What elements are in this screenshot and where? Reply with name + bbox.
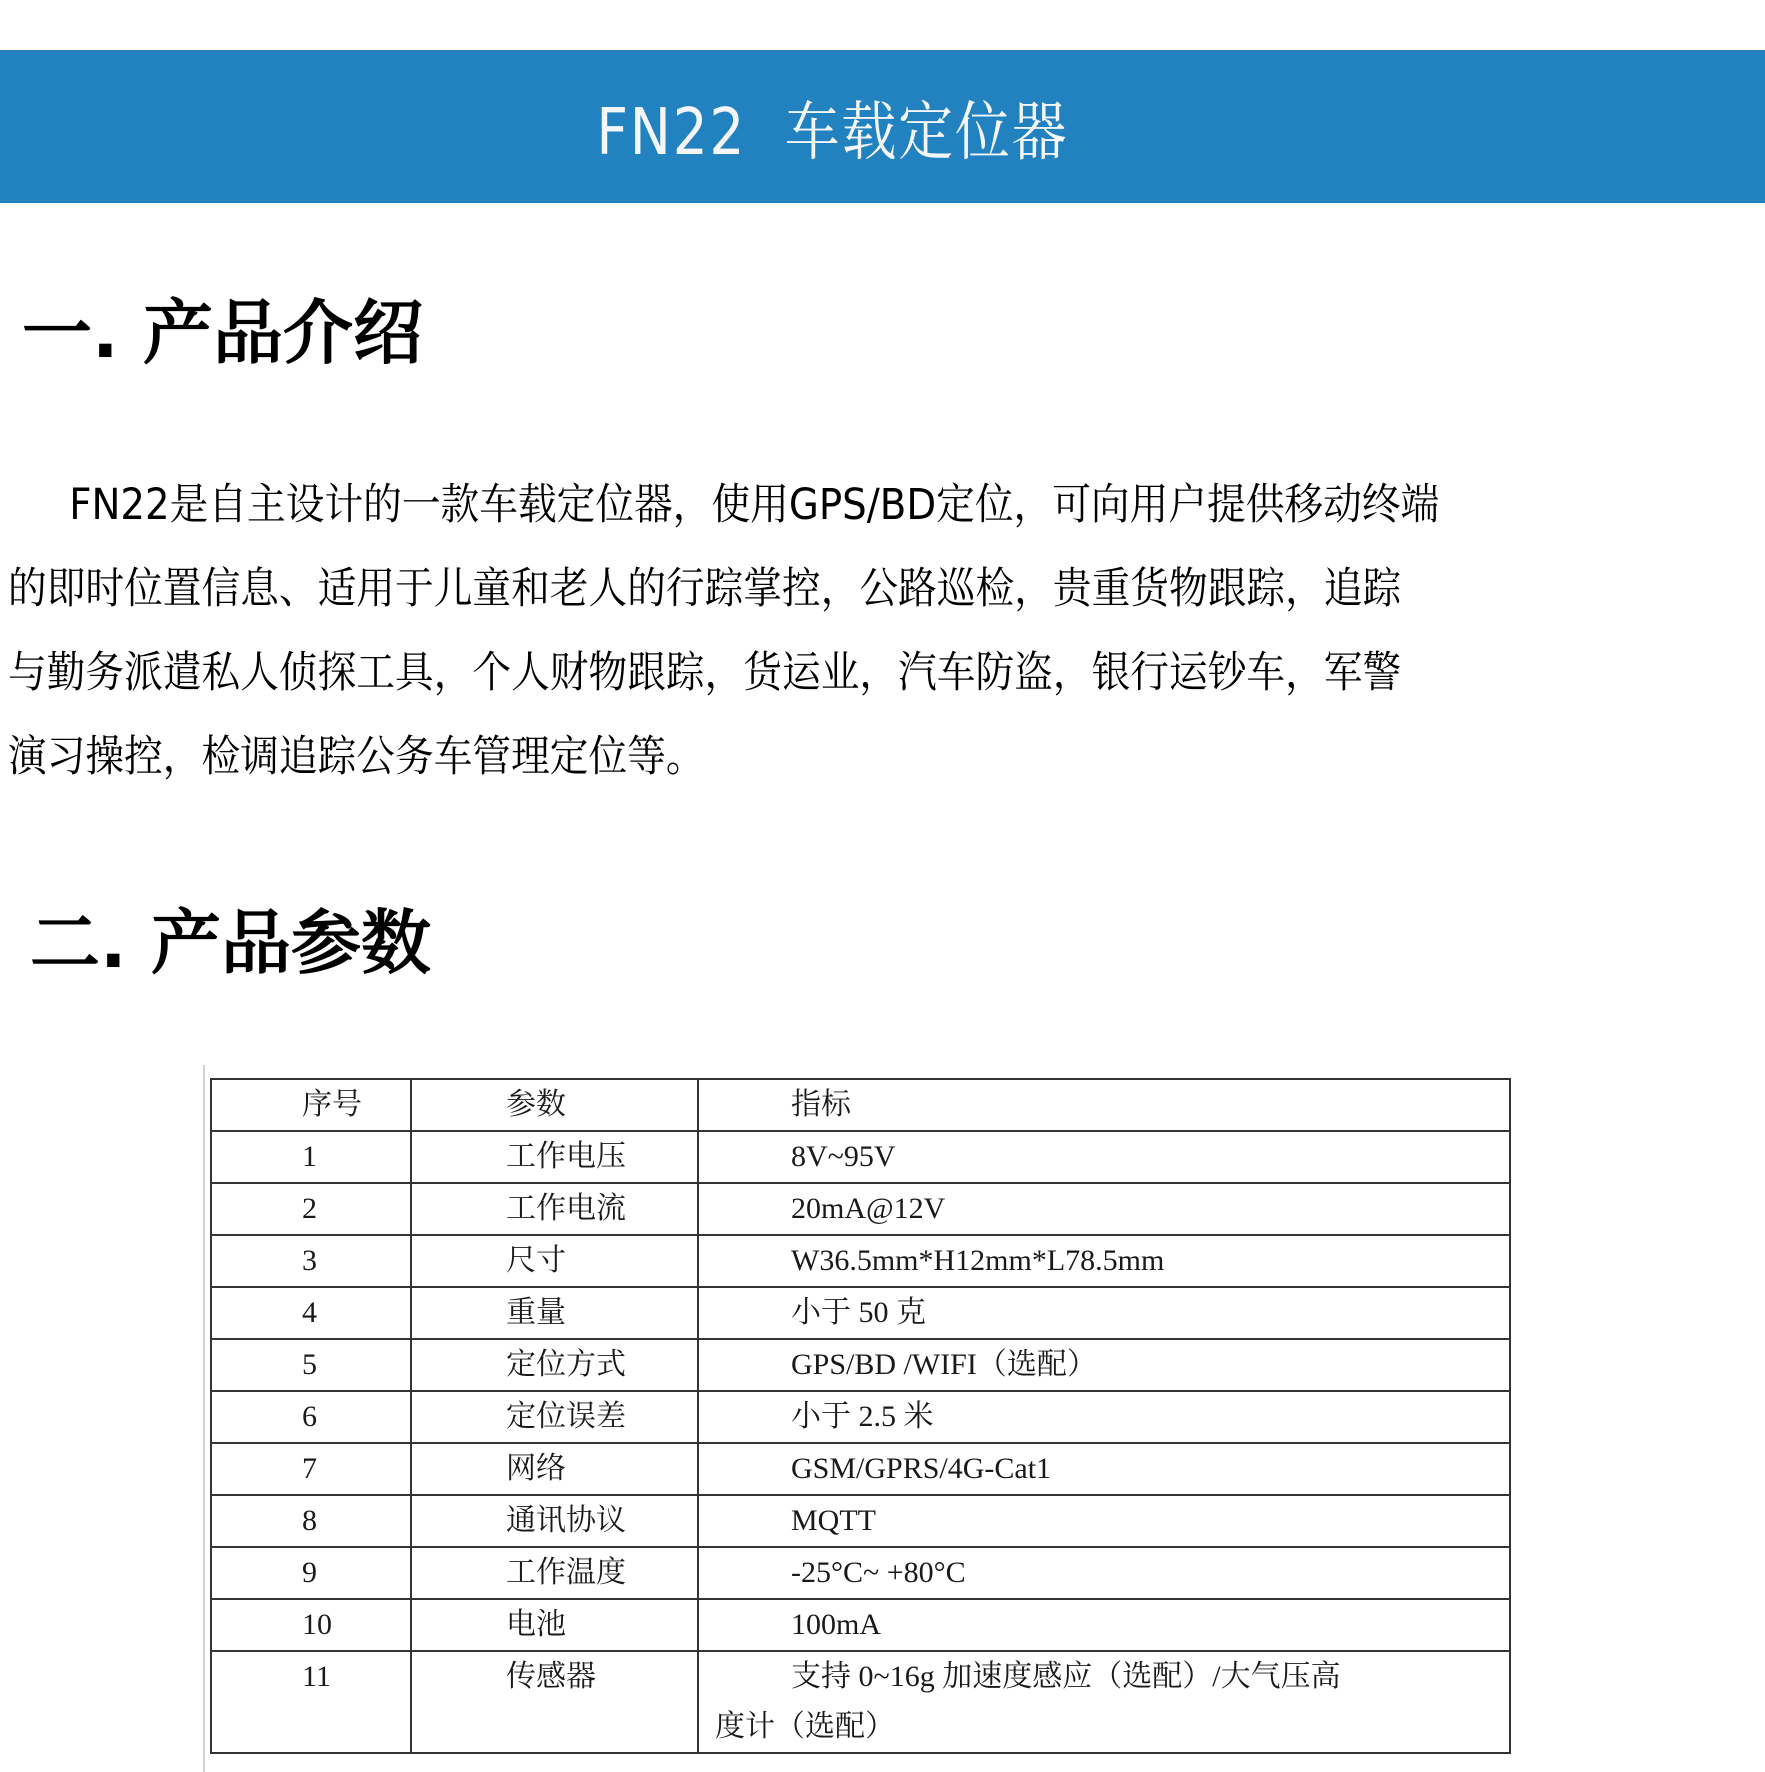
header-no: 序号 [211,1079,411,1131]
table-row [211,1235,1510,1287]
cell-param: 工作温度 [411,1547,698,1599]
cell-param: 尺寸 [411,1235,698,1287]
table-row [211,1599,1510,1651]
cell-value: GSM/GPRS/4G-Cat1 [698,1443,1510,1495]
intro-line: FN22是自主设计的一款车载定位器，使用GPS/BD定位，可向用户提供移动终端 [69,480,1440,530]
header-value: 指标 [698,1079,1510,1131]
cell-value: GPS/BD /WIFI（选配） [698,1339,1510,1391]
table-row [211,1495,1510,1547]
cell-param: 定位方式 [411,1339,698,1391]
cell-no: 10 [211,1599,411,1651]
table-header-row [211,1079,1510,1131]
cell-param: 工作电流 [411,1183,698,1235]
cell-param: 通讯协议 [411,1495,698,1547]
table-row [211,1339,1510,1391]
intro-line: 与勤务派遣私人侦探工具，个人财物跟踪，货运业，汽车防盗，银行运钞车，军警 [8,648,1402,698]
title-banner [0,50,1765,203]
intro-line: 的即时位置信息、适用于儿童和老人的行踪掌控，公路巡检，贵重货物跟踪，追踪 [8,564,1402,614]
intro-paragraph [8,463,1753,799]
cell-no: 2 [211,1183,411,1235]
cell-param: 重量 [411,1287,698,1339]
page-title: FN22 车载定位器 [596,95,1069,170]
table-row [211,1547,1510,1599]
cell-value: -25°C~ +80°C [698,1547,1510,1599]
cell-value: 8V~95V [698,1131,1510,1183]
cell-value [698,1651,1510,1753]
table-row [211,1391,1510,1443]
section-heading-params: 二. 产品参数 [30,902,431,984]
cell-no: 8 [211,1495,411,1547]
cell-value: 小于 2.5 米 [698,1391,1510,1443]
cell-value: W36.5mm*H12mm*L78.5mm [698,1235,1510,1287]
params-table [210,1078,1511,1754]
cell-param: 电池 [411,1599,698,1651]
table-row [211,1443,1510,1495]
table-row [211,1183,1510,1235]
params-table-container [203,1065,1515,1772]
cell-no: 3 [211,1235,411,1287]
header-param: 参数 [411,1079,698,1131]
cell-no: 4 [211,1287,411,1339]
cell-no: 9 [211,1547,411,1599]
table-row [211,1651,1510,1753]
cell-value: 100mA [698,1599,1510,1651]
cell-value: 20mA@12V [698,1183,1510,1235]
cell-param: 网络 [411,1443,698,1495]
cell-no: 11 [211,1651,411,1753]
cell-no: 1 [211,1131,411,1183]
cell-value: 小于 50 克 [698,1287,1510,1339]
cell-value-line: 支持 0~16g 加速度感应（选配）/大气压高 [791,1660,1341,1693]
table-row [211,1131,1510,1183]
cell-no: 5 [211,1339,411,1391]
cell-param: 工作电压 [411,1131,698,1183]
intro-line: 演习操控，检调追踪公务车管理定位等。 [8,732,705,782]
table-row [211,1287,1510,1339]
section-heading-intro: 一. 产品介绍 [22,292,423,374]
cell-param: 传感器 [411,1651,698,1753]
cell-value: MQTT [698,1495,1510,1547]
cell-value-line: 度计（选配） [715,1710,895,1743]
cell-param: 定位误差 [411,1391,698,1443]
cell-no: 6 [211,1391,411,1443]
cell-no: 7 [211,1443,411,1495]
